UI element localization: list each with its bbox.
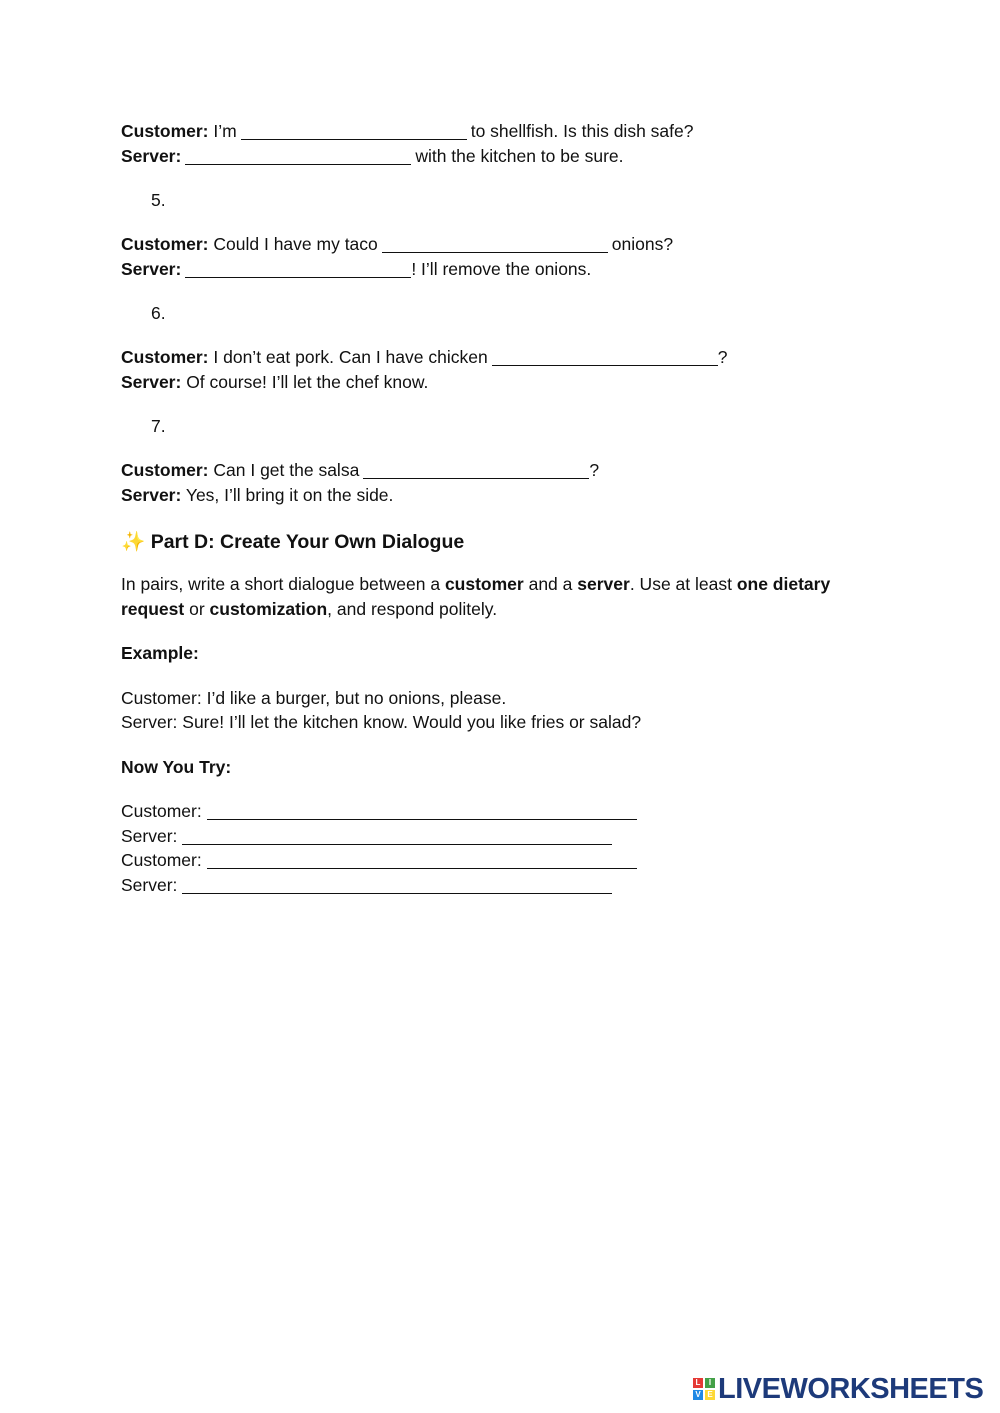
customer-text: I don’t eat pork. Can I have chicken <box>208 347 488 367</box>
customer-text: Could I have my taco <box>208 234 378 254</box>
instr-bold: server <box>577 574 630 594</box>
customer-text-end: to shellfish. Is this dish safe? <box>470 121 694 141</box>
exercise-6-server <box>121 370 881 395</box>
exercise-number: 7. <box>151 416 166 436</box>
practice-label: Server: <box>121 825 178 846</box>
server-text-end: with the kitchen to be sure. <box>415 145 624 166</box>
instr-bold: customization <box>209 598 328 619</box>
logo-cell: L <box>693 1378 703 1388</box>
worksheet-page <box>121 119 881 897</box>
example-heading-text: Example: <box>121 643 199 663</box>
answer-blank[interactable] <box>382 235 608 253</box>
customer-label: Customer: <box>121 460 209 480</box>
example-line: Customer: I’d like a burger, but no onions, please. <box>121 687 507 708</box>
example-heading <box>121 641 881 666</box>
customer-label: Customer: <box>121 121 209 141</box>
customer-text-end: onions? <box>611 234 674 254</box>
instr-bold: customer <box>444 574 524 594</box>
answer-blank[interactable] <box>241 122 467 140</box>
liveworksheets-logo <box>693 1372 983 1406</box>
customer-label: Customer: <box>121 347 209 367</box>
customer-text: Can I get the salsa <box>208 460 360 480</box>
exercise-7-customer <box>121 458 881 483</box>
server-label: Server: <box>121 484 182 505</box>
exercise-number: 6. <box>151 303 166 323</box>
section-heading-part-d <box>121 527 881 557</box>
practice-input[interactable] <box>182 827 612 845</box>
practice-input[interactable] <box>207 851 637 869</box>
server-text: Yes, I’ll bring it on the side. <box>181 484 394 505</box>
now-you-try-heading <box>121 755 881 780</box>
instr-text: , and respond politely. <box>327 598 498 619</box>
server-text-end: ! I’ll remove the onions. <box>411 258 592 279</box>
answer-blank[interactable] <box>363 461 589 479</box>
customer-text: I’m <box>208 121 237 141</box>
instr-text: . Use at least <box>629 574 737 594</box>
answer-blank[interactable] <box>185 260 411 278</box>
logo-cell: V <box>693 1390 703 1400</box>
exercise-7-server <box>121 483 881 508</box>
practice-input[interactable] <box>182 876 612 894</box>
now-heading-text: Now You Try: <box>121 756 232 777</box>
server-label: Server: <box>121 258 182 279</box>
practice-line <box>121 824 881 849</box>
sparkles-icon: ✨ <box>121 531 146 553</box>
logo-text: LIVEWORKSHEETS <box>718 1372 984 1405</box>
answer-blank[interactable] <box>185 147 411 165</box>
practice-line <box>121 799 881 824</box>
instr-text: In pairs, write a short dialogue between a <box>121 574 445 594</box>
practice-label: Server: <box>121 874 178 895</box>
instr-text: or <box>184 598 210 619</box>
example-line: Server: Sure! I’ll let the kitchen know. Would you like fries or salad? <box>121 712 642 732</box>
customer-text-end: ? <box>717 347 728 367</box>
server-text: Of course! I’ll let the chef know. <box>181 371 429 392</box>
practice-line <box>121 873 881 898</box>
practice-label: Customer: <box>121 850 202 870</box>
logo-cell: E <box>705 1390 715 1400</box>
server-label: Server: <box>121 371 182 392</box>
instr-text: and a <box>523 574 578 594</box>
answer-blank[interactable] <box>492 348 718 366</box>
instr-bold: one dietary request <box>121 574 831 619</box>
server-label: Server: <box>121 145 182 166</box>
customer-label: Customer: <box>121 234 209 254</box>
exercise-4-server <box>121 144 881 169</box>
instructions <box>121 572 881 621</box>
logo-grid-icon <box>693 1378 715 1400</box>
exercise-6-customer <box>121 345 881 370</box>
logo-cell: I <box>705 1378 715 1388</box>
practice-input[interactable] <box>207 802 637 820</box>
exercise-number: 5. <box>151 190 166 210</box>
exercise-5-server <box>121 257 881 282</box>
practice-label: Customer: <box>121 801 202 821</box>
exercise-4-customer <box>121 119 881 144</box>
practice-line <box>121 848 881 873</box>
exercise-5-customer <box>121 232 881 257</box>
customer-text-end: ? <box>589 460 600 480</box>
section-title: Part D: Create Your Own Dialogue <box>150 531 465 553</box>
